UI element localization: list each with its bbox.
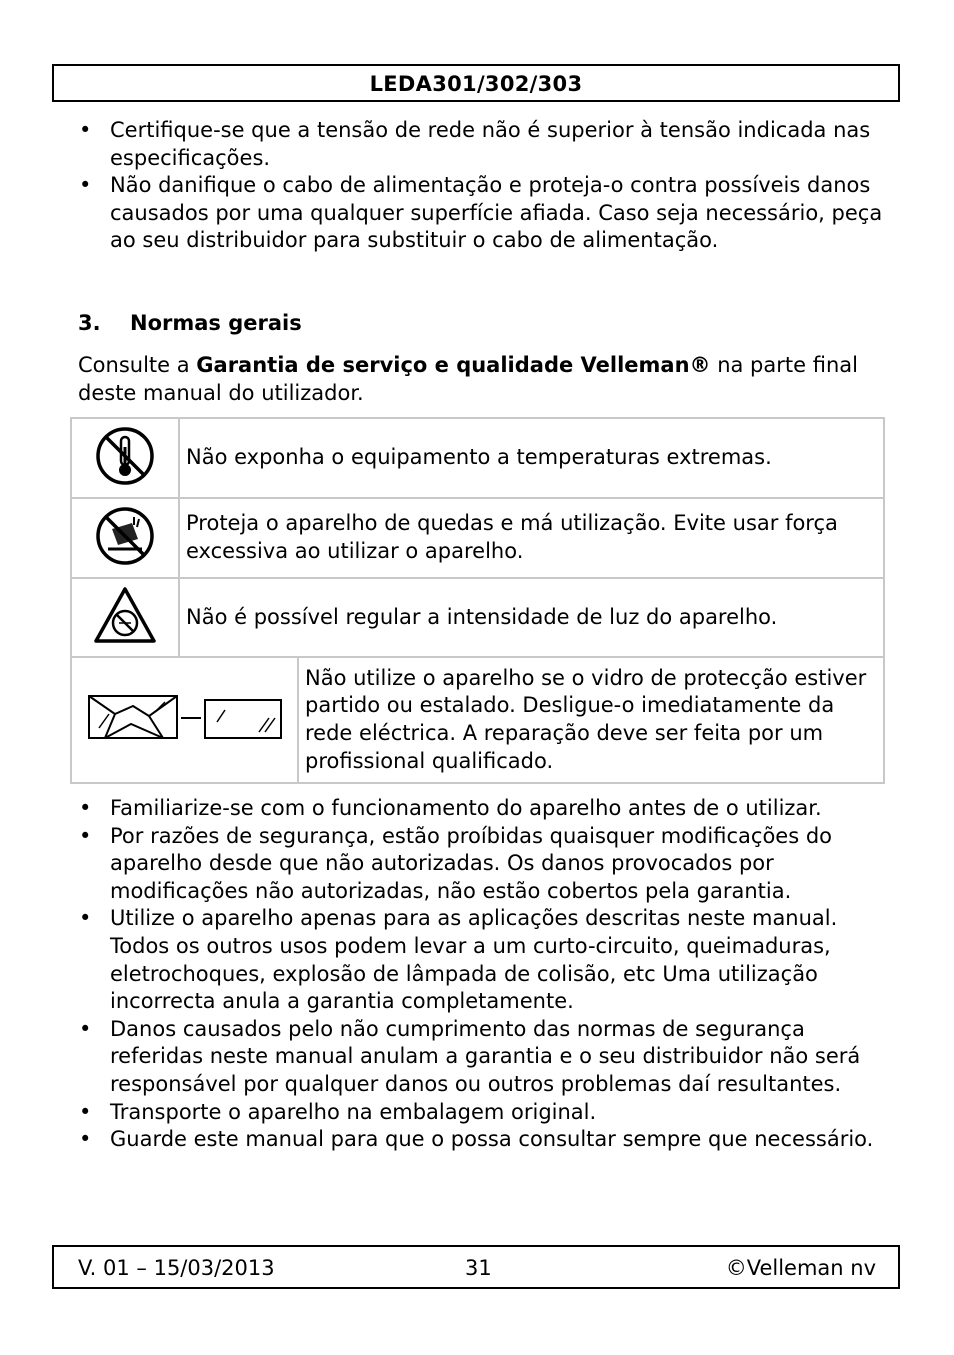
top-bullet-list (0, 117, 954, 255)
list-item: • Danos causados pelo não cumprimento das normas de segurança referidas neste manual anulam a garantia e o seu distribuidor não será responsável por qualquer danos ou outros problemas daí resultantes. (79, 1016, 861, 1096)
page-footer (52, 1245, 900, 1289)
warning-text: Não exponha o equipamento a temperaturas extremas. (179, 418, 884, 498)
footer-version: V. 01 – 15/03/2013 (78, 1256, 275, 1280)
warning-text: Proteja o aparelho de quedas e má utilização. Evite usar força excessiva ao utilizar o aparelho. (179, 498, 884, 578)
no-dimming-warning-icon (92, 585, 158, 647)
bullet-mark: • (79, 823, 92, 848)
list-item: • Não danifique o cabo de alimentação e proteja-o contra possíveis danos causados por uma qualquer superfície afiada. Caso seja necessário, peça ao seu distribuidor para substituir o cabo de alimentação. (79, 173, 883, 253)
warning-row (71, 657, 884, 783)
list-item: • Familiarize-se com o funcionamento do aparelho antes de o utilizar. (0, 795, 954, 823)
list-item: • Utilize o aparelho apenas para as aplicações descritas neste manual. Todos os outros usos podem levar a um curto-circuito, queimaduras, eletrochoques, explosão de lâmpada de colisão, etc Uma utilização incorrecta anula a garantia completamente. (79, 906, 838, 1014)
broken-glass-icon (85, 688, 285, 748)
header-title: LEDA301/302/303 (369, 72, 583, 96)
warning-text: Não é possível regular a intensidade de luz do aparelho. (179, 578, 884, 657)
footer-copyright: ©Velleman nv (725, 1256, 876, 1280)
section-number: 3. (78, 311, 101, 335)
list-item: • Certifique-se que a tensão de rede não é superior à tensão indicada nas especificações. (79, 118, 871, 170)
bullet-mark: • (79, 906, 92, 931)
warning-row (71, 578, 884, 657)
warning-icon-cell (71, 418, 179, 498)
bullet-mark: • (79, 173, 92, 198)
bullet-mark: • (79, 1127, 92, 1152)
bullet-mark: • (79, 1016, 92, 1041)
list-item: • Transporte o aparelho na embalagem original. (0, 1099, 954, 1127)
section-title: Normas gerais (130, 311, 302, 335)
bullet-mark: • (79, 1099, 92, 1124)
warning-text: Não utilize o aparelho se o vidro de protecção estiver partido ou estalado. Desligue-o imediatamente da rede eléctrica. A reparação deve ser feita por um profissional qualificado. (298, 657, 884, 783)
bottom-bullet-list (0, 795, 954, 1154)
bullet-mark: • (79, 796, 92, 820)
warning-table (70, 417, 885, 784)
warning-icon-cell (71, 498, 179, 578)
warning-icon-cell (71, 578, 179, 657)
no-drop-icon (94, 505, 156, 567)
list-item: • Por razões de segurança, estão proíbidas quaisquer modificações do aparelho desde que não autorizadas. Os danos provocados por modificações não autorizadas, não estão cobertos pela garantia. (79, 823, 833, 903)
section-heading (78, 310, 302, 337)
warning-row (71, 418, 884, 498)
intro-paragraph: Consulte a Garantia de serviço e qualidade Velleman® na parte final deste manual do utilizador. (78, 353, 858, 405)
warning-row (71, 498, 884, 578)
warning-icon-cell (71, 657, 298, 783)
warranty-reference: Garantia de serviço e qualidade Velleman® (196, 353, 711, 377)
page-header (52, 64, 900, 102)
list-item: • Guarde este manual para que o possa consultar sempre que necessário. (0, 1126, 954, 1154)
bullet-mark: • (79, 118, 92, 142)
no-heat-thermometer-icon (94, 425, 156, 487)
page-number: 31 (465, 1256, 492, 1280)
